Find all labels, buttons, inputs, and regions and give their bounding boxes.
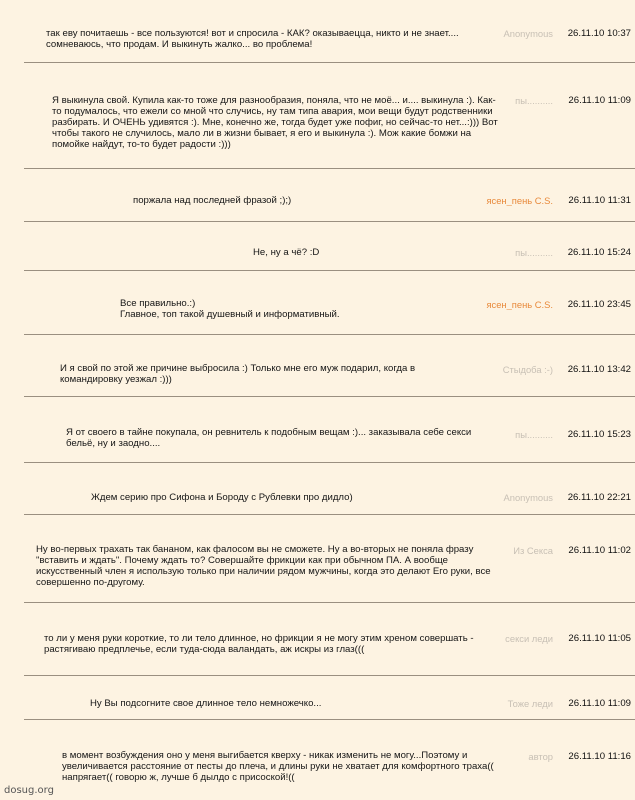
comment-item xyxy=(0,335,635,397)
comment-date: 26.11.10 11:02 xyxy=(568,545,631,556)
comment-item xyxy=(0,463,635,515)
comment-date: 26.11.10 15:24 xyxy=(567,247,631,258)
comment-author[interactable]: ясен_пень C.S. xyxy=(486,299,553,310)
comment-text: в момент возбуждения оно у меня выгибается кверху - никак изменить не могу...Поэтому и увеличивается расстояние от песты до плеча, и длины руки не хватает для комфортного траха(( напрягает(( говорю ж, лучше б дылдо с присоской!(( xyxy=(62,750,494,783)
comment-text: Ждем серию про Сифона и Бороду с Рублевки про дидло) xyxy=(91,492,353,503)
comment-date: 26.11.10 11:09 xyxy=(568,95,631,106)
comment-item xyxy=(0,169,635,222)
comment-item xyxy=(0,515,635,603)
comment-author[interactable]: ясен_пень C.S. xyxy=(486,195,553,206)
comment-date: 26.11.10 11:05 xyxy=(568,633,631,644)
comment-item xyxy=(0,271,635,335)
comment-author[interactable]: пы.......... xyxy=(515,429,553,440)
comment-date: 26.11.10 23:45 xyxy=(567,299,631,310)
comment-author[interactable]: секси леди xyxy=(505,633,553,644)
comment-text: Я от своего в тайне покупала, он ревнитель к подобным вещам :)... заказывала себе секси бельё, ну и заодно.... xyxy=(66,427,472,449)
comment-date: 26.11.10 22:21 xyxy=(567,492,631,503)
comment-author[interactable]: пы.......... xyxy=(515,247,553,258)
comment-item xyxy=(0,676,635,720)
comment-date: 26.11.10 11:16 xyxy=(568,751,631,762)
comment-item xyxy=(0,0,635,63)
comment-date: 26.11.10 10:37 xyxy=(567,28,631,39)
comment-text: поржала над последней фразой ;);) xyxy=(133,195,292,206)
comment-date: 26.11.10 11:31 xyxy=(568,195,631,206)
comment-text: Ну Вы подсогните свое длинное тело немножечко... xyxy=(90,698,322,709)
comment-author[interactable]: Тоже леди xyxy=(507,698,553,709)
comment-author[interactable]: Из Секса xyxy=(513,545,553,556)
comment-item xyxy=(0,603,635,676)
comment-item xyxy=(0,397,635,463)
comment-text: Все правильно.:) Главное, топ такой душевный и информативный. xyxy=(120,298,340,320)
comment-author[interactable]: Anonymous xyxy=(503,492,553,503)
comment-text: Ну во-первых трахать так бананом, как фалосом вы не сможете. Ну а во-вторых не поняла фразу "вставить и ждать". Почему ждать то? Совершайте фрикции как при обычном ПА. А вообще искусственный член я использую только при наличии рядом мужчины, когда это делают Его руки, все совершенно по-другому. xyxy=(36,544,491,588)
comment-text: Не, ну а чё? :D xyxy=(253,247,320,258)
comment-text: то ли у меня руки короткие, то ли тело длинное, но фрикции я не могу этим хреном совершать - растягиваю предплечье, если туда-сюда валандать, аж искры из глаз((( xyxy=(44,633,474,655)
comment-author[interactable]: Стыдоба :-) xyxy=(502,364,553,375)
comment-author[interactable]: пы.......... xyxy=(515,95,553,106)
comment-author[interactable]: Anonymous xyxy=(503,28,553,39)
comment-item xyxy=(0,222,635,271)
site-watermark: dosug.org xyxy=(4,785,54,796)
comment-item xyxy=(0,63,635,169)
comment-date: 26.11.10 15:23 xyxy=(567,429,631,440)
comment-date: 26.11.10 11:09 xyxy=(568,698,631,709)
comment-date: 26.11.10 13:42 xyxy=(567,364,631,375)
comment-text: Я выкинула свой. Купила как-то тоже для разнообразия, поняла, что не моё... и.... выкинула :). Как-то подумалось, что ежели со мной что случись, ну там типа авария, мои вещи будут родственники разбирать. И ОЧЕНЬ удивятся :). Мне, конечно же, тогда будет уже пофиг, но сейчас-то нет...:))) Вот чтобы такого не случилось, мало ли в жизни бывает, я его и выкинула :). Мож какие бомжи на помойке найдут, то-то будет радости :))) xyxy=(52,95,498,150)
comment-text: так еву почитаешь - все пользуются! вот и спросила - КАК? оказываецца, никто и не знает.... сомневаюсь, что продам. И выкинуть жалко... во проблема! xyxy=(46,28,459,50)
comment-text: И я свой по этой же причине выбросила :) Только мне его муж подарил, когда в командировку уезжал :))) xyxy=(60,363,416,385)
comment-author[interactable]: автор xyxy=(528,751,553,762)
comment-item xyxy=(0,720,635,800)
